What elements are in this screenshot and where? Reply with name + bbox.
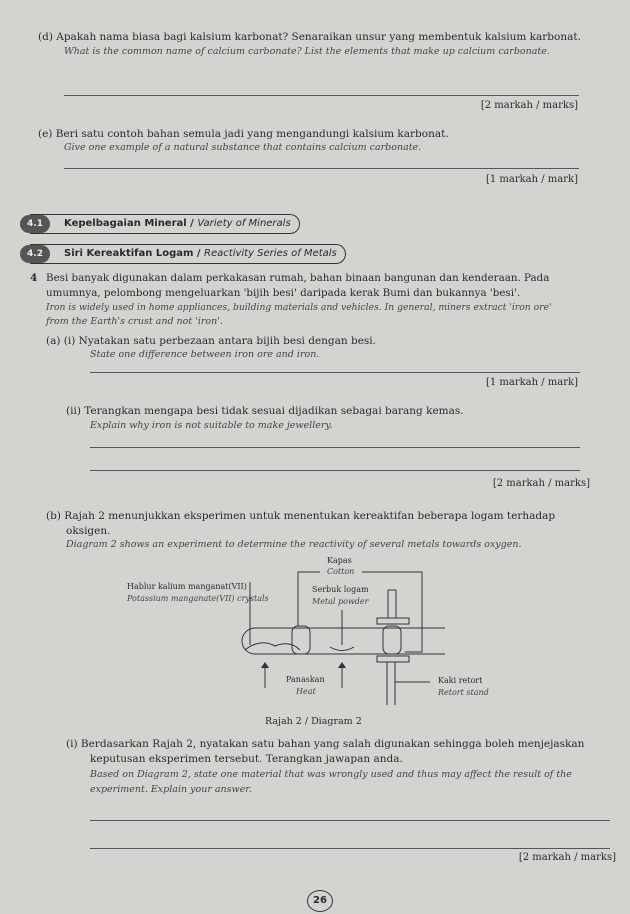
q4aii-en: Explain why iron is not suitable to make jewellery. <box>90 420 333 431</box>
section-header-4-2: 4.2 Siri Kereaktifan Logam / Reactivity Series of Metals <box>30 244 346 264</box>
intro-en: from the Earth's crust and not 'iron'. <box>46 316 223 327</box>
section-title-en: Variety of Minerals <box>197 218 291 229</box>
marks: [1 markah / mark] <box>485 377 578 388</box>
label-powder: Metal powder <box>312 597 369 606</box>
retort-clamp <box>388 590 396 618</box>
label-crystals: Potassium manganate(VII) crystals <box>127 594 269 603</box>
q4aii-ms: (ii) Terangkan mengapa besi tidak sesuai dijadikan sebagai barang kemas. <box>66 405 464 417</box>
intro-ms: umumnya, pelombong mengeluarkan 'bijih besi' daripada kerak Bumi dan bukannya 'besi'. <box>46 287 521 299</box>
q4bi-ms: keputusan eksperimen tersebut. Terangkan jawapan anda. <box>90 753 403 765</box>
label-stand: Retort stand <box>438 688 489 697</box>
question-number: 4 <box>30 272 38 284</box>
q4ai-ms: (a) (i) Nyatakan satu perbezaan antara bijih besi dengan besi. <box>46 335 377 347</box>
q3d-text-ms: (d) Apakah nama biasa bagi kalsium karbonat? Senaraikan unsur yang membentuk kalsium karbonat. <box>38 31 581 43</box>
label-serbuk: Serbuk logam <box>312 585 369 594</box>
q4bi-en: experiment. Explain your answer. <box>90 784 252 795</box>
marks: [2 markah / marks] <box>492 478 590 489</box>
section-title-ms: Siri Kereaktifan Logam <box>64 248 194 259</box>
q4b-en: Diagram 2 shows an experiment to determine the reactivity of several metals towards oxygen. <box>66 539 522 550</box>
section-title-en: Reactivity Series of Metals <box>204 248 337 259</box>
answer-line[interactable] <box>90 372 580 373</box>
experiment-diagram <box>100 550 500 710</box>
label-heat: Heat <box>296 687 316 696</box>
answer-line[interactable] <box>64 168 579 169</box>
q4b-ms: (b) Rajah 2 menunjukkan eksperimen untuk menentukan kereaktifan beberapa logam terhadap <box>46 510 556 522</box>
q4b-ms: oksigen. <box>66 525 111 537</box>
label-kaki: Kaki retort <box>438 676 483 685</box>
answer-line[interactable] <box>90 820 610 821</box>
q4ai-en: State one difference between iron ore and iron. <box>90 349 320 360</box>
answer-line[interactable] <box>90 470 580 471</box>
label-kapas: Kapas <box>327 556 352 565</box>
section-header-4-1: 4.1 Kepelbagaian Mineral / Variety of Minerals <box>30 214 300 234</box>
marks: [1 markah / mark] <box>485 174 578 185</box>
label-panaskan: Panaskan <box>286 675 325 684</box>
intro-ms: Besi banyak digunakan dalam perkakasan rumah, bahan binaan bangunan dan kenderaan. Pada <box>46 272 550 284</box>
cotton-plug <box>292 626 310 654</box>
retort-stand <box>387 662 395 705</box>
q3e-text-en: Give one example of a natural substance that contains calcium carbonate. <box>64 142 422 153</box>
page-number: 26 <box>307 890 333 912</box>
marks: [2 markah / marks] <box>480 100 578 111</box>
cotton-plug <box>383 626 401 654</box>
section-title-ms: Kepelbagaian Mineral <box>64 218 187 229</box>
answer-line[interactable] <box>90 447 580 448</box>
q4bi-ms: (i) Berdasarkan Rajah 2, nyatakan satu bahan yang salah digunakan sehingga boleh menjejaskan <box>66 738 585 750</box>
marks: [2 markah / marks] <box>518 852 616 863</box>
section-number: 4.1 <box>20 215 50 233</box>
answer-line[interactable] <box>90 848 610 849</box>
intro-en: Iron is widely used in home appliances, building materials and vehicles. In general, miners extract 'iron ore' <box>46 302 552 313</box>
q4bi-en: Based on Diagram 2, state one material that was wrongly used and thus may affect the result of the <box>90 769 572 780</box>
label-cotton: Cotton <box>327 567 355 576</box>
diagram-caption: Rajah 2 / Diagram 2 <box>265 716 362 727</box>
label-hablur: Hablur kalium manganat(VII) <box>127 582 247 591</box>
metal-powder <box>330 647 354 651</box>
q3e-text-ms: (e) Beri satu contoh bahan semula jadi yang mengandungi kalsium karbonat. <box>38 128 449 140</box>
q3d-text-en: What is the common name of calcium carbonate? List the elements that make up calcium carbonate. <box>64 46 550 57</box>
answer-line[interactable] <box>64 95 579 96</box>
section-number: 4.2 <box>20 245 50 263</box>
